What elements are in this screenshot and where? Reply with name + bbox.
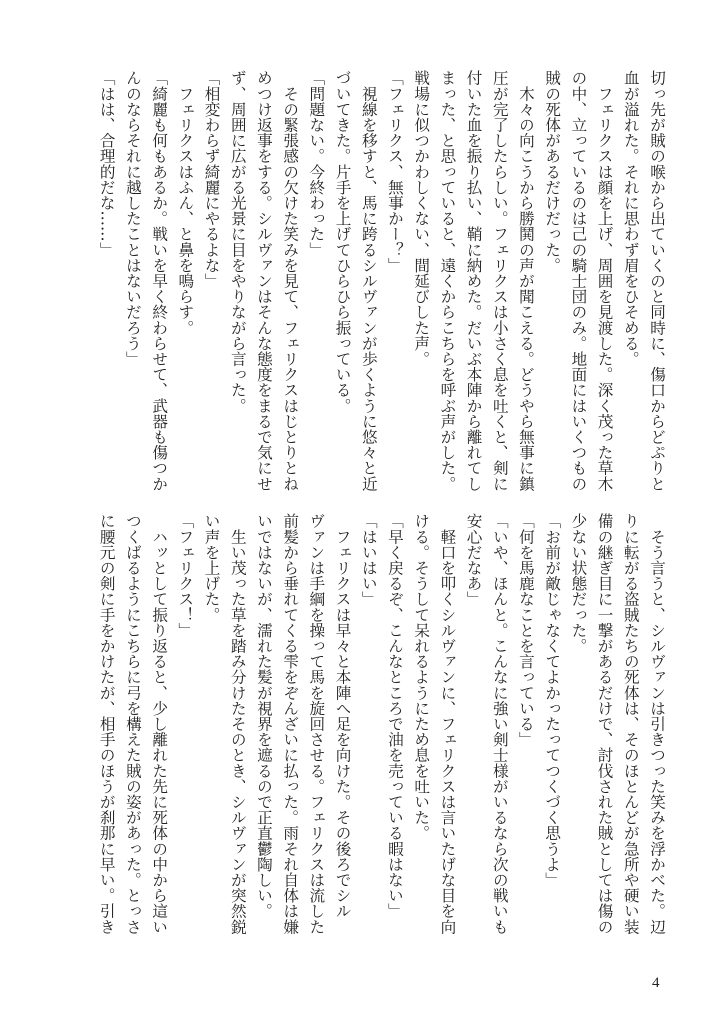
text-line: 「フェリクス！」	[176, 513, 195, 638]
text-line: フェリクスはふん、と鼻を鳴らす。	[176, 70, 195, 336]
text-line: 「はは、合理的だな……」	[97, 70, 116, 258]
text-line: いではないが、濡れた髪が視界を遮るので正直鬱陶しい。	[254, 513, 273, 919]
text-line: ず、周囲に広がる光景に目をやりながら言った。	[228, 70, 247, 414]
text-line: 「フェリクス、無事かー？」	[385, 70, 404, 273]
text-line: 「相変わらず綺麗にやるよな」	[202, 70, 221, 289]
text-line: その緊張感の欠けた笑みを見て、フェリクスはじとりとね	[281, 70, 300, 492]
text-line: 付いた血を振り払い、鞘に納めた。だいぶ本陣から離れてし	[464, 70, 483, 492]
text-block-top	[94, 70, 670, 500]
page-number: 4	[652, 975, 660, 991]
text-line: 安心だなあ」	[464, 513, 483, 607]
text-line: 前髪から垂れてくる雫をぞんざいに払った。雨それ自体は嫌	[281, 513, 300, 935]
text-line: 「いや、ほんと。こんなに強い剣士様がいるなら次の戦いも	[490, 513, 509, 935]
text-line: 戦場に似つかわしくない、間延びした声。	[412, 70, 431, 367]
text-line: まった、と思っていると、遠くからこちらを呼ぶ声がした。	[438, 70, 457, 492]
text-line: 「早く戻るぞ、こんなところで油を売っている暇はない」	[385, 513, 404, 919]
text-line: 「問題ない。今終わった」	[307, 70, 326, 258]
text-line: 生い茂った草を踏み分けたそのとき、シルヴァンが突然鋭	[228, 513, 247, 935]
text-line: ヴァンは手綱を操って馬を旋回させる。フェリクスは流した	[307, 513, 326, 935]
text-line: 視線を移すと、馬に跨るシルヴァンが歩くように悠々と近	[359, 70, 378, 492]
text-line: ハッとして振り返ると、少し離れた先に死体の中から這い	[150, 513, 169, 935]
text-line: 切っ先が賊の喉から出ていくのと同時に、傷口からどぷりと	[648, 70, 666, 492]
text-line: 賊の死体があるだけだった。	[543, 70, 562, 273]
text-line: ける。そうして呆れるようにため息を吐いた。	[412, 513, 431, 841]
text-line: 少ない状態だった。	[569, 513, 588, 654]
text-line: 圧が完了したらしい。フェリクスは小さく息を吐くと、剣に	[490, 70, 509, 492]
text-line: 血が溢れた。それに思わず眉をひそめる。	[621, 70, 640, 367]
text-line: 備の継ぎ目に一撃があるだけで、討伐された賊としては傷の	[595, 513, 614, 935]
text-block-bottom	[94, 513, 670, 953]
text-line: めつけ返事をする。シルヴァンはそんな態度をまるで気にせ	[254, 70, 273, 492]
text-line: フェリクスは早々と本陣へ足を向けた。その後ろでシル	[333, 513, 352, 919]
text-line: フェリクスは顔を上げ、周囲を見渡した。深く茂った草木	[595, 70, 614, 492]
text-line: つくばるようにこちらに弓を構えた賊の姿があった。とっさ	[123, 513, 142, 935]
text-line: 「お前が敵じゃなくてよかったってつくづく思うよ」	[543, 513, 562, 888]
text-line: 「はいはい」	[359, 513, 378, 607]
text-line: に腰元の剣に手をかけたが、相手のほうが刹那に早い。引き	[97, 513, 116, 935]
text-line: 「綺麗も何もあるか。戦いを早く終わらせて、武器も傷つか	[150, 70, 169, 492]
text-line: い声を上げた。	[202, 513, 221, 623]
text-line: の中、立っているのは己の騎士団のみ。地面にはいくつもの	[569, 70, 588, 492]
text-line: づいてきた。片手を上げてひらひら振っている。	[333, 70, 352, 414]
text-line: りに転がる盗賊たちの死体は、そのほとんどが急所や硬い装	[621, 513, 640, 935]
text-line: 「何を馬鹿なことを言っている」	[516, 513, 535, 747]
text-line: 木々の向こうから勝鬨の声が聞こえる。どうやら無事に鎮	[516, 70, 535, 492]
text-line: んのならそれに越したことはないだろう」	[123, 70, 142, 367]
text-line: そう言うと、シルヴァンは引きつった笑みを浮かべた。辺	[648, 513, 666, 935]
text-line: 軽口を叩くシルヴァンに、フェリクスは言いたげな目を向	[438, 513, 457, 935]
